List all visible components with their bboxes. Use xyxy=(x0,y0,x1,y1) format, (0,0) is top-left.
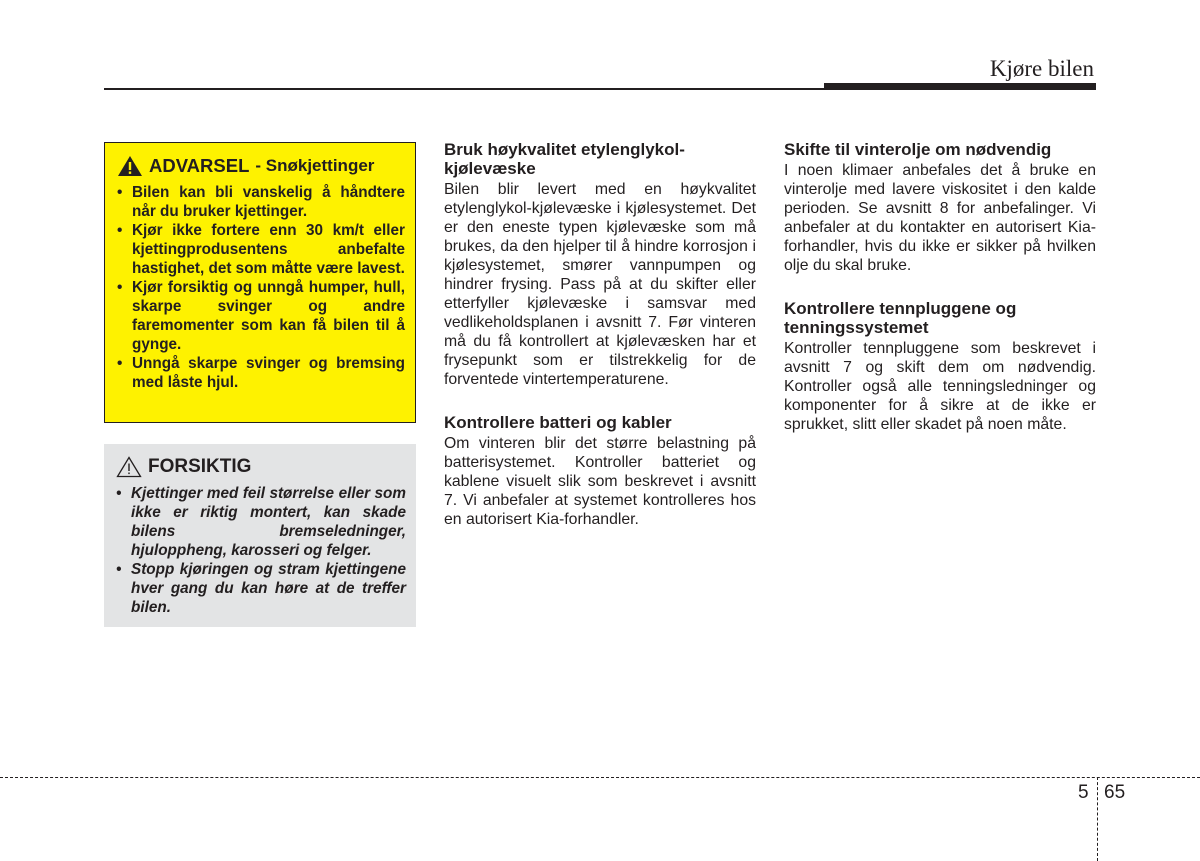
section-body: Kontroller tennpluggene som beskrevet i avsnitt 7 og skift dem om nødvendig. Kontroller også alle tenningsledninger og komponenter for å sikre at de ikke er sprukket, slitt eller skadet på noen måte. xyxy=(784,340,1096,433)
section-heading: Kontrollere tennpluggene og tenningssystemet xyxy=(784,299,1017,337)
caution-list xyxy=(116,484,406,617)
page-number: 65 xyxy=(1104,782,1126,803)
section-heading: Kontrollere batteri og kabler xyxy=(444,413,672,432)
warning-list xyxy=(117,183,405,392)
warning-heading xyxy=(117,155,405,177)
right-column xyxy=(784,140,1096,434)
list-item: • Unngå skarpe svinger og bremsing med låste hjul. xyxy=(117,354,405,392)
warning-subtitle: - Snøkjettinger xyxy=(255,156,375,175)
list-item: • Kjør ikke fortere enn 30 km/t eller kjettingprodusentens anbefalte hastighet, det som måtte være lavest. xyxy=(117,221,405,278)
chapter-number: 5 xyxy=(1078,782,1089,803)
list-item: • Kjettinger med feil størrelse eller som ikke er riktig montert, kan skade bilens bremseledninger, hjuloppheng, karosseri og felger. xyxy=(116,484,406,560)
caution-triangle-icon xyxy=(116,456,142,478)
warning-triangle-icon xyxy=(117,155,143,177)
warning-title: ADVARSEL xyxy=(149,155,250,176)
list-item: • Bilen kan bli vanskelig å håndtere når du bruker kjettinger. xyxy=(117,183,405,221)
list-item: • Kjør forsiktig og unngå humper, hull, skarpe svinger og andre faremomenter som kan få bilen til å gynge. xyxy=(117,278,405,354)
warning-box xyxy=(104,142,416,423)
footer-rule xyxy=(0,777,1200,778)
list-item: • Stopp kjøringen og stram kjettingene hver gang du kan høre at de treffer bilen. xyxy=(116,560,406,617)
caution-box xyxy=(104,444,416,627)
section-body: Bilen blir levert med en høykvalitet etylenglykol-kjølevæske i kjølesystemet. Det er den eneste typen kjølevæske som må brukes, da den hjelper til å hindre korrosjon i kjølesystemet, smører vannpumpen og hindrer frysing. Pass på at du skifter eller etterfyller kjølevæske i samsvar med vedlikeholdsplanen i avsnitt 7. Før vinteren må du få kontrollert at kjølevæsken har et frysepunkt som er tilstrekkelig for de forventede vintertemperaturene. xyxy=(444,181,756,388)
section-heading: Skifte til vinterolje om nødvendig xyxy=(784,140,1052,159)
section-body: Om vinteren blir det større belastning på batterisystemet. Kontroller batteriet og kablene visuelt slik som beskrevet i avsnitt 7. Vi anbefaler at systemet kontrolleres hos en autorisert Kia-forhandler. xyxy=(444,435,756,528)
footer-divider xyxy=(1097,777,1098,861)
section-heading: Bruk høykvalitet etylenglykol-kjølevæske xyxy=(444,140,685,178)
running-header: Kjøre bilen xyxy=(989,56,1094,81)
section-body: I noen klimaer anbefales det å bruke en vinterolje med lavere viskositet i den kalde perioden. Se avsnitt 8 for anbefalinger. Vi anbefaler at du kontakter en autorisert Kia-forhandler, hvis du ikke er sikker på hvilken olje du skal bruke. xyxy=(784,162,1096,274)
middle-column xyxy=(444,140,756,529)
caution-title: FORSIKTIG xyxy=(148,456,252,477)
caution-heading xyxy=(116,456,406,478)
header-rule-accent xyxy=(824,83,1096,90)
